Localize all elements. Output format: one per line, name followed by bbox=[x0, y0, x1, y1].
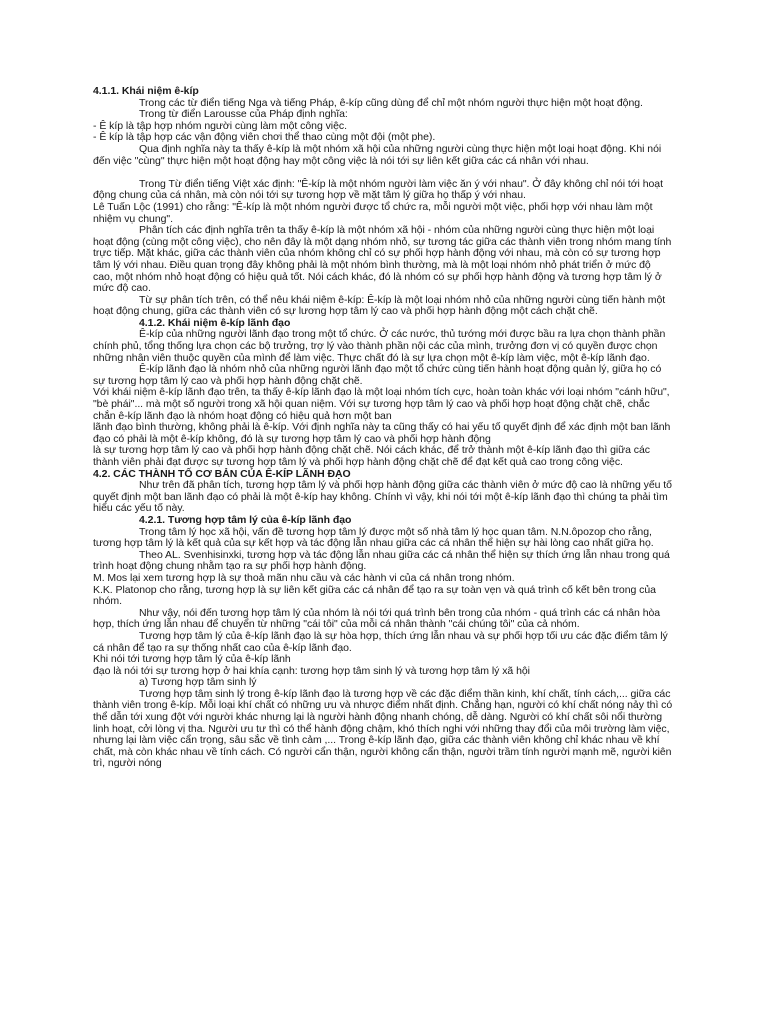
sub-item-label: a) Tương hợp tâm sinh lý bbox=[139, 676, 257, 689]
paragraph: Lê Tuấn Lộc (1991) cho rằng: "Ê-kíp là một nhóm người được tổ chức ra, mỗi người một việc, phối hợp với nhau làm một nhiệm vụ chung". bbox=[93, 200, 653, 225]
paragraph: Trong từ điển Larousse của Pháp định nghĩa: bbox=[139, 108, 348, 121]
paragraph: Với khái niệm ê-kíp lãnh đạo trên, ta thấy ê-kíp lãnh đạo là một loại nhóm tích cực, hoàn toàn khác với loại nhóm "cánh hữu", "bè phái"... mà một số người trong xã hội quan niệm. Với sự tương hợp tâm lý cao và phối hợp hoạt động chặt chẽ, chắc chắn ê-kíp lãnh đạo là nhóm hoạt động có hiệu quả hơn một ban bbox=[93, 386, 670, 422]
list-item: - Ê kíp là tập hợp nhóm người cùng làm một công việc. bbox=[93, 119, 347, 132]
document-page bbox=[93, 86, 673, 770]
paragraph: Trong Từ điển tiếng Việt xác định: "Ê-kíp là một nhóm người làm việc ăn ý với nhau". Ở đây không chỉ nói tới hoạt động chung của cá nhân, mà còn nói tới sự tương hợp về mặt tâm lý giữa họ thấp ý với nhau. bbox=[93, 177, 663, 202]
blank-line bbox=[93, 167, 673, 179]
paragraph: Như vậy, nói đến tương hợp tâm lý của nhóm là nói tới quá trình bên trong của nhóm - quá trình các cá nhân hòa hợp, thích ứng lẫn nhau để chuyển từ những "cái tôi" của mỗi cá nhân thành "cái chúng tôi" của cả nhóm. bbox=[93, 606, 661, 631]
paragraph: Từ sự phân tích trên, có thể nêu khái niệm ê-kíp: Ê-kíp là một loại nhóm nhỏ của những người cùng tiến hành một hoạt động chung, giữa các thành viên có sự lương hợp tâm lý cao và phối hợp hành động một cách chặt chẽ. bbox=[93, 293, 666, 318]
paragraph: K.K. Platonop cho rằng, tương hợp là sự liên kết giữa các cá nhân để tạo ra sự toàn vẹn và quá trình cố kết bên trong của nhóm. bbox=[93, 583, 656, 608]
paragraph: M. Mos lại xem tương hợp là sự thoả mãn nhu cầu và các hành vi của cá nhân trong nhóm. bbox=[93, 571, 515, 584]
paragraph: đạo là nói tới sự tương hợp ở hai khía cạnh: tương hợp tâm sinh lý và tương hợp tâm lý xã hội bbox=[93, 664, 530, 677]
paragraph: Khi nói tới tương hợp tâm lý của ê-kíp lãnh bbox=[93, 653, 291, 666]
paragraph: là sự tương hợp tâm lý cao và phối hợp hành động chặt chẽ. Nói cách khác, để trở thành một ê-kíp lãnh đạo thì giữa các thành viên phải đạt được sự tương hợp tâm lý và phối hợp hành động chặt chẽ để đạt kết quả cao trong công việc. bbox=[93, 444, 650, 468]
paragraph: Tương hợp tâm lý của ê-kíp lãnh đạo là sự hòa hợp, thích ứng lẫn nhau và sự phối hợp tối ưu các đặc điểm tâm lý cá nhân để tạo ra sự thống nhất cao của ê-kíp lãnh đạo. bbox=[93, 629, 668, 654]
paragraph: Như trên đã phân tích, tương hợp tâm lý và phối hợp hành động giữa các thành viên ở mức độ cao là những yếu tố quyết định một ban lãnh đạo có phải là một ê-kíp hay không. Chính vì vậy, khi nói tới một ê-kíp lãnh đạo thì chúng ta phải tìm hiểu các yếu tố này. bbox=[93, 479, 672, 515]
subsection-heading: 4.2.1. Tương hợp tâm lý của ê-kíp lãnh đạo bbox=[139, 513, 352, 526]
subsection-heading: 4.1.2. Khái niệm ê-kíp lãnh đạo bbox=[139, 316, 291, 329]
paragraph: Ê-kíp của những người lãnh đạo trong một tổ chức. Ở các nước, thủ tướng mới được bầu ra lựa chọn thành phần chính phủ, tổng thống lựa chọn các bộ trưởng, trợ lý vào thành phần nội các của mình, trưởng đơn vị có quyền được chọn những nhân viên thuộc quyền của mình để làm việc. Thực chất đó là sự lựa chọn một ê-kíp làm việc, một ê-kíp lãnh đạo. bbox=[93, 328, 666, 364]
section-heading: 4.1.1. Khái niệm ê-kíp bbox=[93, 85, 199, 97]
section-heading: 4.2. CÁC THÀNH TỐ CƠ BẢN CỦA Ê-KÍP LÃNH ĐẠO bbox=[93, 467, 351, 480]
list-item: - Ê kíp là tập hợp các vận động viên chơi thể thao cùng một đội (một phe). bbox=[93, 131, 436, 144]
paragraph: Trong tâm lý học xã hội, vấn đề tương hợp tâm lý được một số nhà tâm lý học quan tâm. N.N.ôpozop cho rằng, tương hợp tâm lý là kết quả của sự kết hợp và tác động lẫn nhau giữa các cá nhân thể hiện sự hài lòng cao nhất giữa họ. bbox=[93, 525, 654, 550]
paragraph: lãnh đạo bình thường, không phải là ê-kíp. Với định nghĩa này ta cũng thấy có hai yếu tố quyết định để xác định một ban lãnh đạo có phải là một ê-kíp không, đó là sự tương hợp tâm lý cao và phối hợp hành động bbox=[93, 421, 671, 445]
paragraph: Trong các từ điển tiếng Nga và tiếng Pháp, ê-kíp cũng dùng để chỉ một nhóm người thực hiện một hoạt động. bbox=[139, 96, 643, 109]
paragraph: Tương hợp tâm sinh lý trong ê-kíp lãnh đạo là tương hợp về các đặc điểm thần kinh, khí chất, tính cách,... giữa các thành viên trong ê-kíp. Mỗi loại khí chất có những ưu và nhược điểm nhất định. Chẳng hạn, người có khí chất nóng nảy thì có thể dẫn tới xung đột với người khác nhưng lại là người hành động nhanh chóng, dễ dàng. Người có khí chất sôi nổi thường linh hoạt, cởi lòng vị tha. Người ưu tư thì có thể hành động chậm, khó thích nghi với những thay đổi của môi trường làm việc, nhưng lại làm việc cẩn trọng, sâu sắc về tình cảm ,... Trong ê-kíp lãnh đạo, giữa các thành viên không chỉ khác nhau về khí chất, mà còn khác nhau về tính cách. Có người cẩn thận, người không cẩn thận, người trầm tính người mạnh mẽ, người kiên trì, người nóng bbox=[93, 687, 673, 770]
paragraph: Phân tích các định nghĩa trên ta thấy ê-kíp là một nhóm xã hội - nhóm của những người cùng thực hiện một loại hoạt động (cùng một công việc), cho nên đây là một dạng nhóm nhỏ, sự tương tác giữa các thành viên trong nhóm mang tính trực tiếp. Mặt khác, giữa các thành viên của nhóm không chỉ có sự phối hợp hành động với nhau, mà còn có sự tương hợp tâm lý với nhau. Điều quan trọng đây không phải là một nhóm bình thường, mà là một loại nhóm nhỏ phát triển ở mức độ cao, một nhóm nhỏ hoạt động có hiệu quả tốt. Nói cách khác, đó là nhóm có sự phối hợp hành động và tương hợp tâm lý ở mức độ cao. bbox=[93, 224, 672, 295]
paragraph: Ê-kíp lãnh đạo là nhóm nhỏ của những người lãnh đạo một tổ chức cùng tiến hành hoạt động quản lý, giữa họ có sự tương hợp tâm lý cao và phối hợp hành động chặt chẽ. bbox=[93, 363, 662, 387]
paragraph: Theo AL. Svenhisinxki, tương hợp và tác động lẫn nhau giữa các cá nhân thể hiện sự thích ứng lẫn nhau trong quá trình hoạt động chung nhằm tạo ra sự phối hợp hành động. bbox=[93, 548, 670, 573]
paragraph: Qua định nghĩa này ta thấy ê-kíp là một nhóm xã hội của những người cùng thực hiện một loại hoạt động. Khi nói đến việc "cùng" thực hiện một hoạt động hay một công việc là nói tới sự liên kết giữa các cá nhân với nhau. bbox=[93, 142, 662, 167]
